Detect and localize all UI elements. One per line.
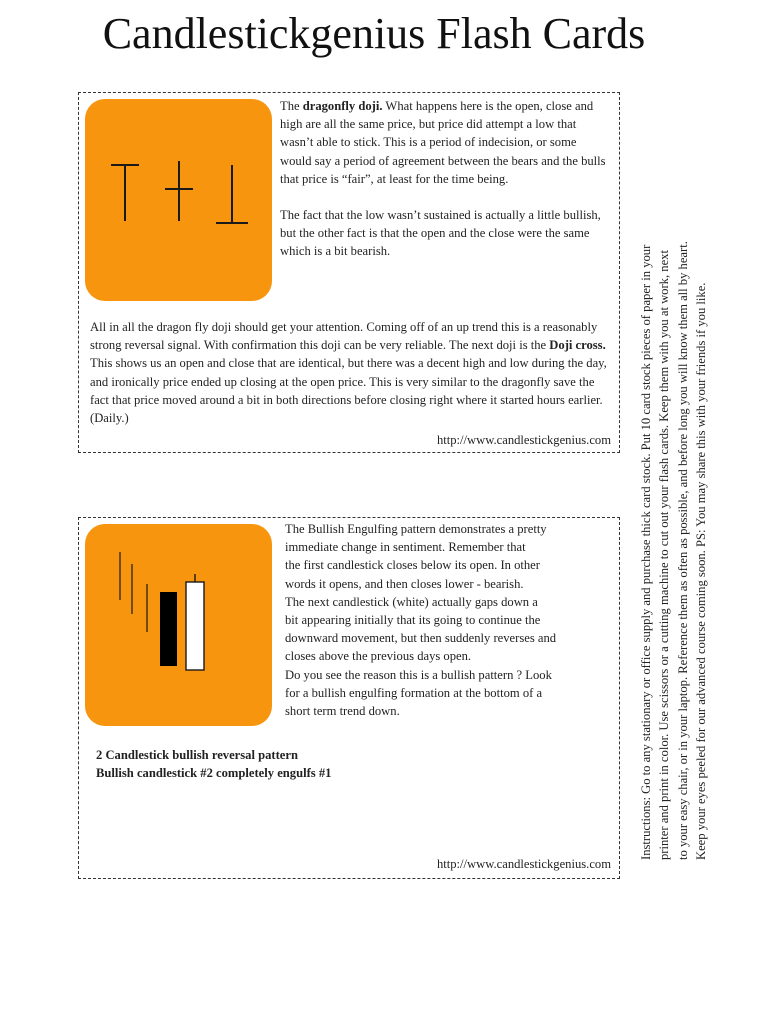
instructions-line-4: Keep your eyes peeled for our advanced course coming soon. PS: You may share this with your friends if you like. bbox=[694, 282, 709, 860]
card1-intro-rest: What happens here is the open, close and high are all the same price, but price did attempt a low that wasn’t able to stick. This is a period of indecision, or some would say a period of agreement between the bears and the bulls that price is “fair”, at least for the time being. bbox=[280, 99, 606, 186]
side-instructions bbox=[637, 100, 711, 860]
card1-paragraph-3-b: This shows us an open and close that are identical, but there was a decent high and low during the day, and ironically price ended up closing at the open price. This is very similar to the dragonfly save the fact that price moved around a bit in both directions before closing right where it started hours earlier. (Daily.) bbox=[90, 356, 607, 426]
card1-intro-paragraph bbox=[280, 97, 610, 188]
instructions-line-1: Instructions: Go to any stationary or office supply and purchase thick card stock. Put 10 card stock pieces of paper in your bbox=[639, 244, 653, 860]
card2-line: The next candlestick (white) actually gaps down a bbox=[285, 594, 538, 609]
card2-line: the first candlestick closes below its open. In other bbox=[285, 558, 540, 573]
bullish-engulfing-candles-icon bbox=[85, 524, 272, 726]
card2-line: words it opens, and then closes lower - bearish. bbox=[285, 576, 524, 591]
card1-lower-text bbox=[90, 318, 613, 427]
card1-paragraph-2: The fact that the low wasn’t sustained is actually a little bullish, but the other fact is that the open and the close were the same which is a bit bearish. bbox=[280, 208, 601, 259]
card2-caption-line-2: Bullish candlestick #2 completely engulfs #1 bbox=[96, 766, 332, 781]
card1-term-doji-cross: Doji cross. bbox=[549, 338, 606, 353]
card2-line: bit appearing initially that its going to continue the bbox=[285, 613, 541, 628]
flash-card-dragonfly-doji bbox=[78, 92, 620, 453]
card2-line: for a bullish engulfing formation at the bottom of a bbox=[285, 685, 543, 700]
card1-term-dragonfly-doji: dragonfly doji. bbox=[302, 99, 383, 113]
card1-intro-prefix: The bbox=[280, 99, 303, 113]
bearish-candle bbox=[160, 592, 177, 666]
doji-candles-icon bbox=[85, 99, 272, 301]
card2-body-text bbox=[285, 520, 615, 720]
flash-card-bullish-engulfing bbox=[78, 517, 620, 879]
card1-paragraph-3-a: All in all the dragon fly doji should get your attention. Coming off of an up trend this is a reasonably strong reversal signal. With confirmation this doji can be very reliable. The next doji is the bbox=[90, 320, 598, 353]
bullish-candle bbox=[186, 582, 204, 670]
card1-url: http://www.candlestickgenius.com bbox=[436, 433, 611, 447]
card2-line: short term trend down. bbox=[285, 704, 400, 719]
card2-caption-line-1: 2 Candlestick bullish reversal pattern bbox=[96, 748, 298, 762]
card1-intro-text bbox=[280, 97, 610, 261]
card2-caption bbox=[96, 746, 596, 782]
instructions-line-3: to your easy chair, or in your laptop. Reference them as often as possible, and before long you will know them all by heart. bbox=[675, 241, 690, 860]
instructions-line-2: printer and print in color. Use scissors or a cutting machine to cut out your flash cards. Keep them with you at work, next bbox=[657, 250, 672, 860]
page-title: Candlestickgenius Flash Cards bbox=[102, 9, 646, 58]
card2-line: downward movement, but then suddenly reverses and bbox=[285, 631, 557, 646]
card2-line: Do you see the reason this is a bullish pattern ? Look bbox=[285, 667, 552, 682]
card2-line: closes above the previous days open. bbox=[285, 649, 472, 664]
card2-url: http://www.candlestickgenius.com bbox=[436, 857, 611, 871]
card1-paragraph-3 bbox=[90, 318, 613, 427]
card2-line: The Bullish Engulfing pattern demonstrates a pretty bbox=[285, 522, 547, 536]
doji-candles-svg bbox=[85, 99, 272, 301]
card2-line: immediate change in sentiment. Remember that bbox=[285, 540, 526, 555]
engulfing-candles-svg bbox=[85, 524, 272, 726]
